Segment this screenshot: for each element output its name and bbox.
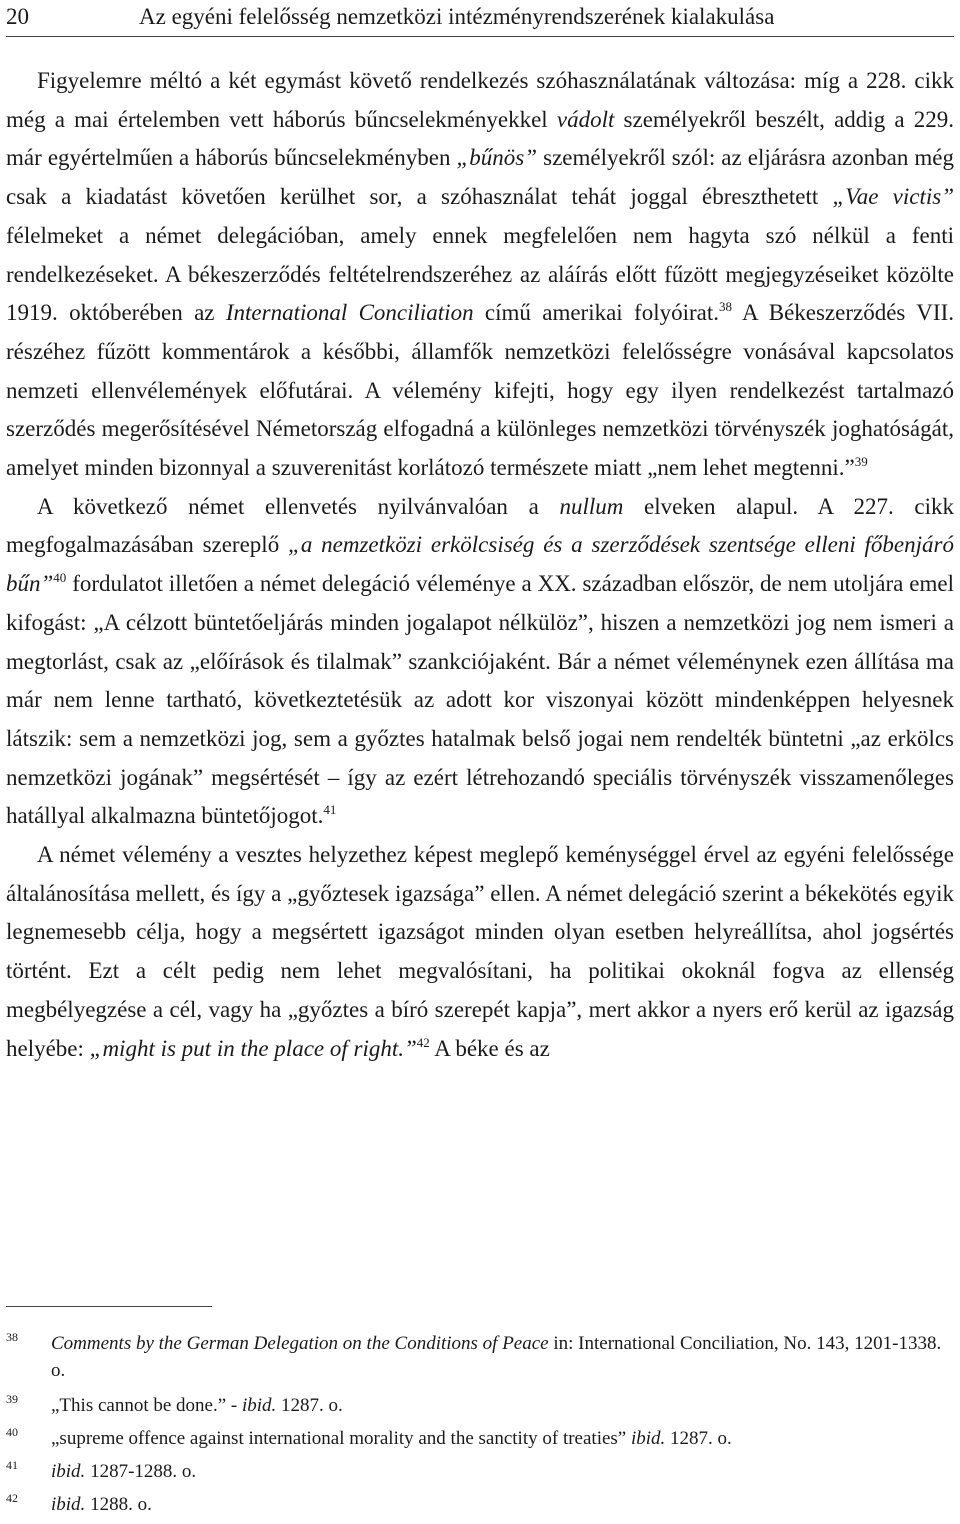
text-run: A béke és az xyxy=(429,1035,550,1061)
text-run: Figyelemre méltó a két egymást követő rendelkezés szóhasználatának változása: míg a 228. cikk még a mai értelemben vett háborús bűncselekményekkel xyxy=(6,68,954,132)
footnote-40 xyxy=(6,1425,954,1452)
footnote-number: 42 xyxy=(6,1491,18,1505)
text-run: személyekről beszélt, addig a 229. már egyértelműen a háborús bűncselekményben xyxy=(6,106,955,171)
italic-run: ibid. xyxy=(51,1461,86,1482)
italic-run: vádolt xyxy=(556,106,615,132)
footnote-38 xyxy=(6,1330,954,1384)
body-text xyxy=(6,62,954,1068)
footnote-ref-38[interactable]: 38 xyxy=(718,299,732,315)
italic-run: ibid. xyxy=(241,1395,277,1416)
footnote-ref-40[interactable]: 40 xyxy=(53,570,67,586)
footnote-number: 39 xyxy=(6,1392,18,1406)
text-run: elveken alapul. A 227. cikk megfogalmazásában szereplő xyxy=(6,493,955,558)
italic-run: „a nemzetközi erkölcsiség és a szerződések szentsége elleni főbenjáró bűn” xyxy=(6,532,954,597)
text-run: „This cannot be done.” - xyxy=(51,1395,242,1416)
italic-run: „Vae victis” xyxy=(832,184,954,210)
text-run: „supreme offence against international morality and the sanctity of treaties” xyxy=(51,1428,631,1449)
page-header xyxy=(6,2,954,37)
text-run: 1287. o. xyxy=(276,1395,343,1416)
footnote-42 xyxy=(6,1491,954,1518)
text-run: 1288. o. xyxy=(85,1494,152,1515)
footnote-41 xyxy=(6,1458,954,1485)
text-run: félelmeket a német delegációban, amely ennek megfelelően nem hagyta szó nélkül a fenti rendelkezéseket. A békeszerződés feltételrendszeréhez az aláírás előtt fűzött megjegyzéseiket közölte 1919. októberében az xyxy=(6,222,954,326)
footnote-number: 41 xyxy=(6,1458,18,1472)
footnote-number: 38 xyxy=(6,1330,18,1344)
paragraph-1 xyxy=(6,62,954,488)
text-run: fordulatot illetően a német delegáció véleménye a XX. században először, de nem utoljára emel kifogást: „A célzott büntetőeljárás minden jogalapot nélkülöz”, hiszen a nemzetközi jog nem ismeri a megtorlást, csak az „előírások és tilalmak” szankciójaként. Bár a német véleménynek ezen állítása ma már nem lenne tartható, következtetésük az adott kor viszonyai között mindenképpen helyesnek látszik: sem a nemzetközi jog, sem a győztes hatalmak belső jogai nem rendelték büntetni „az erkölcs nemzetközi jogának” megsértését – így az ezért létrehozandó speciális törvényszék visszamenőleges hatállyal alkalmazna büntetőjogot. xyxy=(6,571,954,829)
italic-run: ibid. xyxy=(630,1428,666,1449)
footnote-ref-41[interactable]: 41 xyxy=(323,802,337,818)
running-title: Az egyéni felelősség nemzetközi intézményrendszerének kialakulása xyxy=(139,4,775,29)
footnote-ref-42[interactable]: 42 xyxy=(416,1034,430,1050)
text-run: személyekről szól: az eljárásra azonban még csak a kiadatást követően kerülhet sor, a szóhasználat tehát joggal ébreszthetett xyxy=(6,145,954,210)
text-run: A következő német ellenvetés nyilvánvalóan a xyxy=(37,493,560,519)
italic-run: „bűnös” xyxy=(456,145,538,171)
footnote-ref-39[interactable]: 39 xyxy=(854,454,868,470)
italic-run: ibid. xyxy=(51,1494,86,1515)
italic-run: nullum xyxy=(559,493,624,519)
footnotes xyxy=(6,1330,954,1524)
text-run: in: International Conciliation, No. 143, 1201-1338. o. xyxy=(51,1333,942,1381)
footnote-separator xyxy=(6,1306,212,1307)
text-run: 1287. o. xyxy=(665,1428,732,1449)
italic-run: „might is put in the place of right.” xyxy=(89,1035,417,1061)
italic-run: Comments by the German Delegation on the Conditions of Peace xyxy=(51,1333,549,1354)
italic-run: International Conciliation xyxy=(225,300,474,326)
paragraph-3 xyxy=(6,836,954,1068)
footnote-39 xyxy=(6,1392,954,1419)
text-run: 1287-1288. o. xyxy=(85,1461,197,1482)
page-number: 20 xyxy=(6,4,29,29)
text-run: A német vélemény a vesztes helyzethez képest meglepő keménységgel érvel az egyéni felelőssége általánosítása mellett, és így a „győztesek igazsága” ellen. A német delegáció szerint a békekötés egyik legnemesebb célja, hogy a megsértett igazságot minden olyan esetben helyreállítsa, ahol jogsértés történt. Ezt a célt pedig nem lehet megvalósítani, ha politikai okoknál fogva az ellenség megbélyegzése a cél, vagy ha „győztes a bíró szerepét kapja”, mert akkor a nyers erő kerül az igazság helyébe: xyxy=(6,842,954,1061)
paragraph-2 xyxy=(6,488,954,836)
text-run: című amerikai folyóirat. xyxy=(473,300,719,326)
text-run: A Békeszerződés VII. részéhez fűzött kommentárok a későbbi, államfők nemzetközi felelősségre vonásával kapcsolatos nemzeti ellenvélemények előfutárai. A vélemény kifejti, hogy egy ilyen rendelkezést tartalmazó szerződés megerősítésével Németország elfogadná a különleges nemzetközi törvényszék joghatóságát, amelyet minden bizonnyal a szuverenitást korlátozó természete miatt „nem lehet megtenni.” xyxy=(6,300,954,481)
footnote-number: 40 xyxy=(6,1425,18,1439)
